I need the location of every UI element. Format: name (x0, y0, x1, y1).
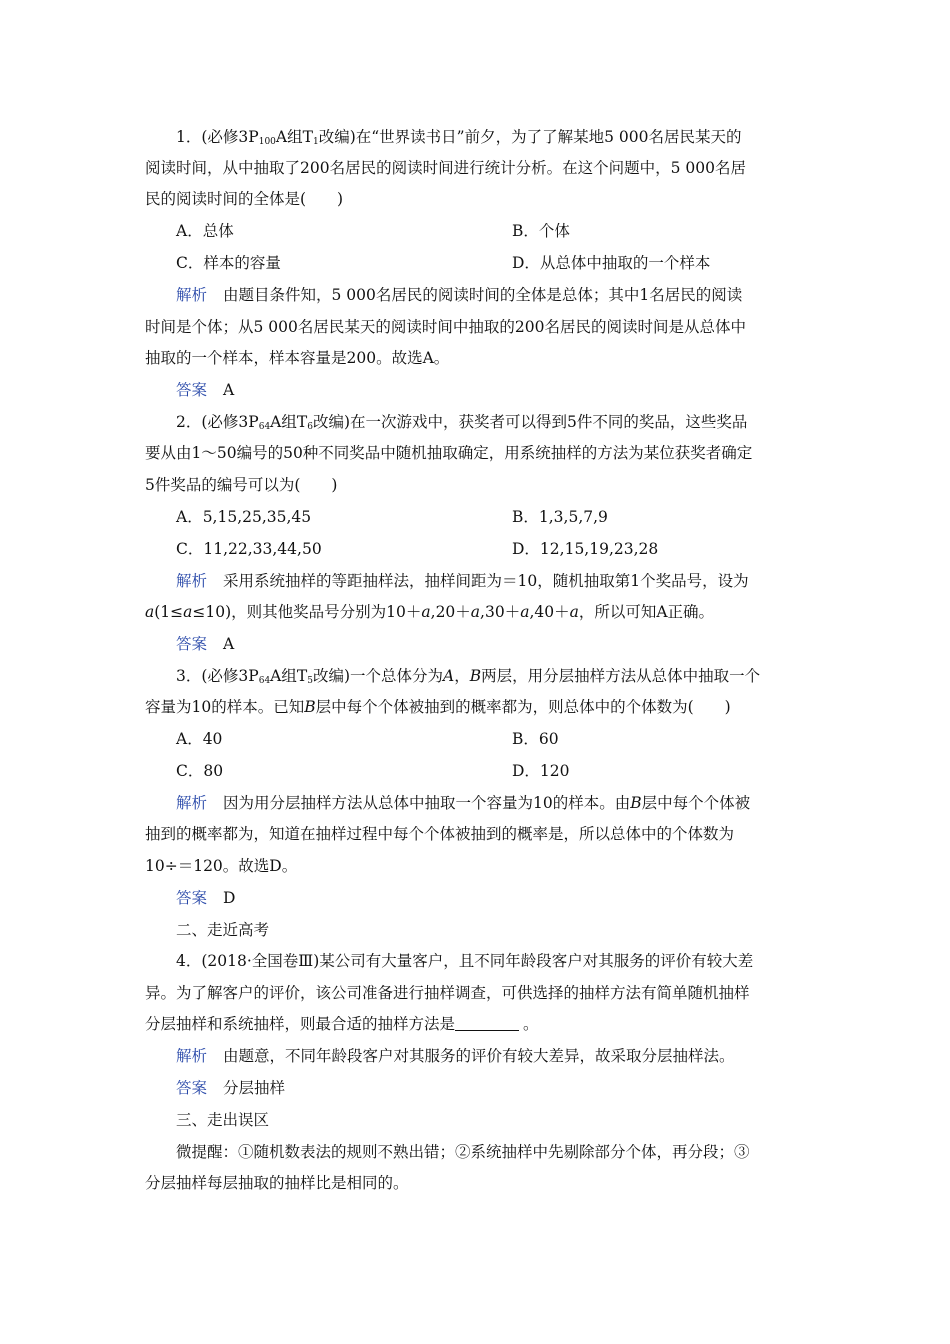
q4-line1: 4．(2018·全国卷Ⅲ)某公司有大量客户，且不同年龄段客户对其服务的评价有较大差 (176, 952, 754, 970)
q4-jiexi-label: 解析 (176, 1047, 208, 1065)
tip-line2: 分层抽样每层抽取的抽样比是相同的。 (145, 1174, 409, 1192)
q1-line2: 阅读时间，从中抽取了200名居民的阅读时间进行统计分析。在这个问题中，5 000名居 (145, 159, 746, 177)
q3-jiexi-label: 解析 (176, 794, 208, 812)
q3-explanation-line2: 抽到的概率都为，知道在抽样过程中每个个体被抽到的概率是，所以总体中的个体数为 (145, 825, 735, 843)
q2-jiexi-label: 解析 (176, 572, 208, 590)
q1-option-b: B．个体 (512, 222, 570, 240)
q2-line3: 5件奖品的编号可以为( ) (145, 476, 338, 494)
q3-option-a: A．40 (176, 730, 223, 748)
q3-explanation-line1: 解析 因为用分层抽样方法从总体中抽取一个容量为10的样本。由B层中每个个体被 (176, 794, 751, 812)
q3-daan-label: 答案 (176, 889, 208, 907)
q1-line1: 1．(必修$3P_{100}A$组$T_1$改编)在“世界读书日”前夕，为了了解某地5 000名居民某天的 (176, 128, 742, 147)
q2-option-b: B．1,3,5,7,9 (512, 508, 608, 526)
q1-option-a: A．总体 (176, 222, 234, 240)
q2-line2: 要从由1～50编号的50种不同奖品中随机抽取确定，用系统抽样的方法为某位获奖者确定 (145, 444, 753, 462)
q3-answer: 答案 D (176, 889, 236, 907)
q4-line2: 异。为了解客户的评价，该公司准备进行抽样调查，可供选择的抽样方法有简单随机抽样 (145, 984, 750, 1002)
q1-answer: 答案 A (176, 381, 235, 399)
q4-explanation-line1: 解析 由题意，不同年龄段客户对其服务的评价有较大差异，故采取分层抽样法。 (176, 1047, 735, 1065)
section-heading-2: 二、走近高考 (176, 921, 270, 939)
q3-line2: 容量为10的样本。已知B层中每个个体被抽到的概率都为，则总体中的个体数为( ) (145, 698, 731, 716)
q4-daan-label: 答案 (176, 1079, 208, 1097)
q3-option-d: D．120 (512, 762, 570, 780)
q2-line1: 2．(必修$3P_{64}A$组$T_6$改编)在一次游戏中，获奖者可以得到5件不同的奖品，这些奖品 (176, 413, 748, 432)
q3-option-b: B．60 (512, 730, 559, 748)
q2-answer: 答案 A (176, 635, 235, 653)
q1-jiexi-label: 解析 (176, 286, 208, 304)
q4-line3: 分层抽样和系统抽样，则最合适的抽样方法是 。 (145, 1015, 539, 1033)
q1-explanation-line2: 时间是个体；从5 000名居民某天的阅读时间中抽取的200名居民的阅读时间是从总体中 (145, 318, 746, 336)
q3-option-c: C．80 (176, 762, 224, 780)
q3-line1: 3．(必修$3P_{64}A$组$T_5$改编)一个总体分为A，B两层，用分层抽样方法从总体中抽取一个 (176, 667, 761, 686)
q1-line3: 民的阅读时间的全体是( ) (145, 190, 344, 208)
q3-explanation-line3: 10÷＝120。故选D。 (145, 857, 298, 875)
q2-daan-label: 答案 (176, 635, 208, 653)
q1-option-d: D．从总体中抽取的一个样本 (512, 254, 711, 272)
q2-explanation-line2: a(1≤a≤10)，则其他奖品号分别为10＋a,20＋a,30＋a,40＋a，所以可知A正确。 (145, 603, 715, 621)
q1-explanation-line1: 解析 由题目条件知，5 000名居民的阅读时间的全体是总体；其中1名居民的阅读 (176, 286, 743, 304)
q2-explanation-line1: 解析 采用系统抽样的等距抽样法，抽样间距为＝10，随机抽取第1个奖品号，设为 (176, 572, 749, 590)
q1-daan-label: 答案 (176, 381, 208, 399)
q4-answer: 答案 分层抽样 (176, 1079, 286, 1097)
q2-option-d: D．12,15,19,23,28 (512, 540, 659, 558)
q2-option-c: C．11,22,33,44,50 (176, 540, 322, 558)
q1-option-c: C．样本的容量 (176, 254, 281, 272)
q2-option-a: A．5,15,25,35,45 (176, 508, 312, 526)
q1-explanation-line3: 抽取的一个样本，样本容量是200。故选A。 (145, 349, 450, 367)
tip-line1: 微提醒：①随机数表法的规则不熟出错；②系统抽样中先剔除部分个体，再分段；③ (176, 1143, 750, 1161)
section-heading-3: 三、走出误区 (176, 1111, 270, 1129)
answer-blank (455, 1016, 519, 1031)
